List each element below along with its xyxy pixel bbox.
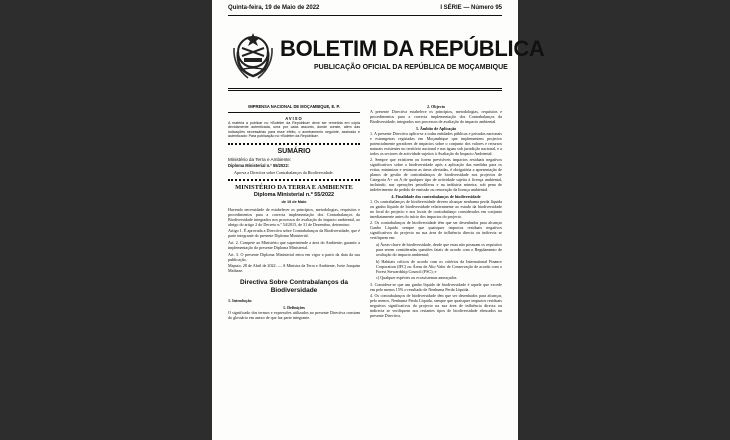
paragraph: A presente Directiva estabelece os princípios, metodologias, requisitos e procedimentos para a correcta implementação dos Contrabalanços da Biodiversidade, integrados nos processos de avaliação do impacto ambiental. [370,109,502,124]
header-date: Quinta-feira, 19 de Maio de 2022 [228,5,320,11]
dotted-divider [228,179,360,181]
paragraph: Art. 3. O presente Diploma Ministerial entra em vigor a partir da data da sua publicação. [228,251,360,262]
paragraph: Artigo 1. É aprovada a Directiva sobre Contrabalanços da Biodiversidade, que é parte integrante do presente Diploma Ministerial. [228,228,360,239]
aviso-heading: AVISO [285,116,303,121]
ministry-heading: MINISTÉRIO DA TERRA E AMBIENTE [235,183,353,191]
page-header [228,5,502,11]
list-item: a) Áreas-chave de biodiversidade, desde que estas não possuam os requisitos para serem consideradas questões fatais de acordo com o Regulamento de avaliação do impacto ambiental; [376,241,502,257]
header-rule [228,15,502,16]
paragraph: Art. 2. Compete ao Ministério que superintende a área do Ambiente, garantir a implementação do presente Diploma Ministerial. [228,240,360,250]
diploma-date: de 19 de Maio [281,199,307,204]
header-series: I SÉRIE — Número 95 [440,5,502,11]
section-heading: 4. Finalidade dos contrabalanços de biodiversidade [391,193,481,199]
coat-of-arms-emblem [230,30,276,80]
sumario-heading: SUMÁRIO [277,147,311,155]
masthead-rule [228,88,502,89]
subsection-heading: 1. Definições [282,305,306,311]
diploma-heading: Diploma Ministerial n.º 55/2022 [253,191,335,198]
paragraph: 2. Sempre que existirem ou forem previsíveis impactos residuais negativos significativos sobre a biodiversidade após a aplicação das medidas para os evitar, minimizar e restaurar as áreas afectadas, é obrigatória a apresentação de planos de gestão de contrabalanços de biodiversidade nos projectos de Categoria A+ ou A de qualquer tipo de actividade sujeita à licença ambiental, incluindo, nas operações petrolíferas e na indústria mineira, sob pena de indeferimento do pedido de emissão ou renovação da licença ambiental. [370,157,502,193]
paragraph: 4. Os contrabalanços de biodiversidade têm que ser desenhados para alcançar, pelo menos, Nenhuma Perda Líquida, sempre que quaisquer impactos residuais negativos significativos do projecto na sua área de influência directa ou indirecta se verifiquem nos restantes tipos de biodiversidade elencados na presente Directiva. [370,293,502,319]
masthead-title: BOLETIM DA REPÚBLICA [280,36,545,61]
sumario-item: Diploma Ministerial n.º 55/2022: [228,163,290,169]
sumario-ministry: Ministério da Terra e Ambiente: [228,156,292,162]
paragraph: 1. Os contrabalanços de biodiversidade devem alcançar nenhuma perda líquida ou ganho líquido de biodiversidade relativamente ao estado da biodiversidade no local do projecto e nos locais de contrabalanço considerados em conjunto imediatamente antes do início dos impactos do projecto. [370,198,502,219]
list-item: b) Habitats críticos de acordo com os critérios da International Finance Corporation (IFC) ou Áreas de Alto Valor de Conservação de acordo com o Forest Stewardship Council (FSC); e [376,258,502,274]
dotted-divider [228,143,360,145]
section-heading: 1. Introdução [228,298,252,304]
paragraph: Havendo necessidade de estabelecer os princípios, metodologias, requisitos e procedimentos para a correcta implementação dos Contrabalanços da Biodiversidade integrados nos processos de avaliação do impacto ambiental, ao abrigo do artigo 2 do Decreto n.º 54/2015, de 31 de Dezembro, determino: [228,206,360,227]
directive-heading: Directiva Sobre Contrabalanços da Biodiversidade [239,279,348,294]
paragraph: 2. Os contrabalanços de biodiversidade têm que ser desenhados para alcançar Ganho Líquido sempre que quaisquer impactos residuais negativos significativos do projecto na sua área de influência directa ou indirecta se verifiquem em: [370,220,502,241]
paragraph: O significado dos termos e expressões utilizados no presente Directiva constam do glossário em anexo de que faz parte integrante. [228,310,360,321]
sumario-item-desc: Aprova a Directiva sobre Contrabalanços da Biodiversidade. [234,169,334,175]
divider [228,112,360,113]
signature-paragraph: Maputo, 28 de Abril de 2022. — A Ministra da Terra e Ambiente, Ivete Joaquim Maibaze. [228,263,360,274]
masthead-subtitle: PUBLICAÇÃO OFICIAL DA REPÚBLICA DE MOÇAMBIQUE [314,64,508,71]
document-page [212,0,545,440]
section-heading: 3. Âmbito de Aplicação [415,125,457,131]
imprensa-heading: IMPRENSA NACIONAL DE MOÇAMBIQUE, E. P. [248,104,340,109]
list-item: c) Qualquer espécies ou ecossistemas ameaçados. [376,275,458,281]
paragraph: 1. A presente Directiva aplica-se a todas entidades públicas e privadas nacionais e estrangeiras registadas em Moçambique que implementem projectos potencialmente geradores de impactos sobre o conjunto dos valores e recursos naturais existentes no território nacional e nas águas sob jurisdição nacional, e a todos os sectores de actividade sujeitos à Avaliação do Impacto Ambiental. [370,130,502,156]
paragraph: 3. Considera-se que um ganho líquido de biodiversidade é aquele que excede em pelo menos 15% o resultado de Nenhuma Perda Líquida. [370,281,502,292]
section-heading: 2. Objecto [427,104,445,109]
left-column [228,104,360,322]
masthead-rule-2 [228,90,502,91]
aviso-text: A matéria a publicar no «Boletim da República» deve ser remetida em cópia devidamente autenticada, uma por cada assunto, donde conste, além das indicações necessárias para esse efeito, o averbamento seguinte, assinado e autenticado: Para publicação no «Boletim da República». [228,121,360,139]
right-column [370,104,502,320]
